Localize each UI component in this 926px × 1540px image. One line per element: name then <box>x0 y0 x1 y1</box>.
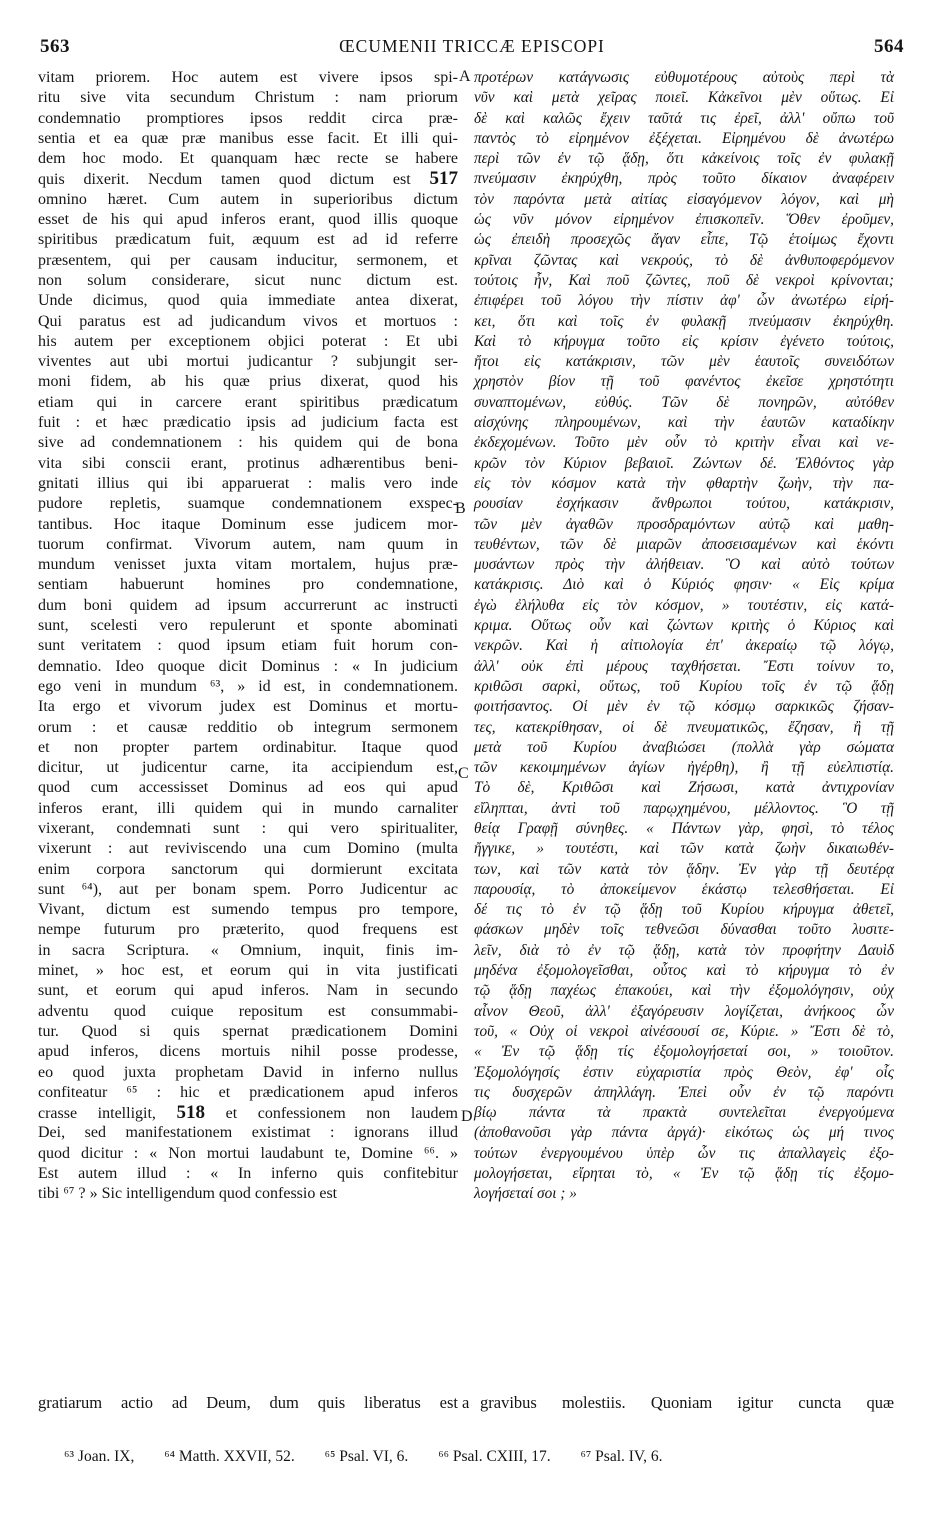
greek-column-line: κρῖναι ζῶντας καὶ νεκρούς, τὸ δὲ ἀνθυποφερόμενον <box>474 251 894 269</box>
greek-column-line: κριθῶσι σαρκὶ, οὕτως, τοῦ Κυρίου τοῖς ἐν τῷ ᾅδῃ <box>474 677 894 695</box>
greek-column-line: φάσκων μηδὲν τοῖς τεθνεῶσι δύνασθαι τοῦτο λυσιτε- <box>474 921 894 939</box>
latin-column-line: quod dicitur : « Non mortui laudabunt te, Domine ⁶⁶. » <box>38 1144 458 1162</box>
greek-column-line: ἐκδεχομένων. Τοῦτο μὲν οὖν τὸ κριτὴν εἶναι καὶ νε- <box>474 434 894 452</box>
footnote-67: ⁶⁷ Psal. IV, 6. <box>580 1448 663 1465</box>
latin-column-line: tur. Quod si quis spernat prædicationem Domini <box>38 1022 458 1040</box>
latin-column-line: ego veni in mundum ⁶³, » id est, in condemnationem. <box>38 677 458 695</box>
latin-column-line: nempe futurum pro præterito, quod frequens est <box>38 921 458 939</box>
latin-column-line: non solum considerare, sicut nunc dictum est. <box>38 271 458 289</box>
greek-column <box>474 68 894 1205</box>
greek-column-line: μετὰ τοῦ Κυρίου ἀναβιώσει (πολλὰ γὰρ σώματα <box>474 738 894 756</box>
page-marker-518: 518 <box>176 1102 205 1124</box>
greek-column-line: ἐγὼ ἐλήλυθα εἰς τὸν κόσμον, » τουτέστιν, εἰς κατά- <box>474 596 894 614</box>
latin-column-line: Est autem illud : « In inferno quis confitebitur <box>38 1165 458 1183</box>
latin-column-line: in sacra Scriptura. « Omnium, inquit, finis im- <box>38 941 458 959</box>
latin-column-line: tantibus. Hoc itaque Dominum esse judicem mor- <box>38 515 458 533</box>
latin-column-line: Vivant, dictum est sumendo tempus pro tempore, <box>38 901 458 919</box>
final-line-margin-letter: a <box>462 1393 470 1412</box>
latin-column-line: ritu sive vita secundum Christum : nam priorum <box>38 89 458 107</box>
greek-column-line: τες, κατεκρίθησαν, οἱ δὲ πνευματικῶς, ἔζησαν, ἢ τῇ <box>474 718 894 736</box>
greek-column-line: τις δυσχερῶν ἀπηλλάγη. Ἐπεὶ οὖν ἐν τῷ παρόντι <box>474 1083 894 1101</box>
latin-column-line: dum boni quidem ad ipsum accurrerunt ac instructi <box>38 596 458 614</box>
greek-column-line: Τὸ δὲ, Κριθῶσι καὶ Ζήσωσι, κατὰ ἀντιχρονίαν <box>474 779 894 797</box>
latin-column-line: sunt, et eorum qui apud inferos. Nam in secundo <box>38 982 458 1000</box>
footnote-64: ⁶⁴ Matth. XXVII, 52. <box>164 1448 295 1465</box>
greek-column-line: χρηστὸν βίον τῇ τοῦ φανέντος ἐκεῖσε χρηστότητι <box>474 373 894 391</box>
latin-column-line: adventu quod cuique repositum est consummabi- <box>38 1002 458 1020</box>
greek-column-line: νεκρῶν. Καὶ ἡ αἰτιολογία ἐπ' ἀκεραίῳ τῷ λόγῳ, <box>474 637 894 655</box>
greek-column-line: τοῦ, « Οὐχ οἱ νεκροὶ αἰνέσουσί σε, Κύριε. » Ἔστι δὲ τὸ, <box>474 1022 894 1040</box>
greek-column-line: κριμα. Οὕτως οὖν καὶ ζώντων κριτὴς ὁ Κύριος καὶ <box>474 617 894 635</box>
greek-column-line: βίῳ πάντα τὰ πρακτὰ συντελεῖται ἐνεργούμενα <box>474 1104 894 1122</box>
greek-column-line: μυσάντων πρὸς τὴν ἀλήθειαν. Ὃ καὶ αὐτὸ τούτων <box>474 556 894 574</box>
greek-column-line: μολογήσεται, εἴρηται τὸ, « Ἐν τῷ ᾅδῃ τίς ἐξομο- <box>474 1165 894 1183</box>
greek-column-line: λογήσεταί σοι ; » <box>474 1185 577 1203</box>
latin-column-line: minet, » hoc est, et eorum qui in vita justificati <box>38 962 458 980</box>
greek-column-line: νῦν καὶ μετὰ χεῖρας ποιεῖ. Κἀκεῖνοι μὲν οὕτως. Εἰ <box>474 89 894 107</box>
greek-column-line: τούτων ἐνεργουμένου ὑπὲρ ὧν τις ἀπαλλαγεὶς ἐξο- <box>474 1144 894 1162</box>
greek-column-line: συναπτομένων, εὐθύς. Τῶν δὲ πονηρῶν, αὐτόθεν <box>474 393 894 411</box>
latin-column-line: orum : et causæ redditio ob integrum sermonem <box>38 718 458 736</box>
greek-column-line: των, καὶ τῶν κατὰ τὸν ᾅδην. Ἐν γὰρ τῇ δευτέρᾳ <box>474 860 894 878</box>
latin-column-line: vixerunt : aut reviviscendo una cum Domino (multa <box>38 840 458 858</box>
footnotes <box>64 1448 864 1466</box>
latin-column-line: pudore repletis, suamque condemnationem exspec- <box>38 495 458 513</box>
greek-column-line: (ἀποθανοῦσι γὰρ πάντα ἀργά)· εἰκότως ὡς μή τινος <box>474 1124 894 1142</box>
latin-column-line: dicitur, ut judicentur carne, ita accipiendum est, <box>38 759 458 777</box>
latin-column-line: vixerant, condemnati sunt : qui vero spiritualiter, <box>38 819 458 837</box>
greek-column-line: ἐπιφέρει τοῦ λόγου τὴν πίστιν ἀφ' ὧν ἀνωτέρω εἰρή- <box>474 292 894 310</box>
greek-column-line: αἶνον Θεοῦ, ἀλλ' ἐξαγόρευσιν λογίζεται, ἀνήκοος ὧν <box>474 1002 894 1020</box>
latin-column-line: præsentem, qui per causam inducitur, sermonem, et <box>38 251 458 269</box>
greek-column-line: μηδένα ἐξομολογεῖσθαι, οὗτος καὶ τὸ κήρυγμα τὸ ἐν <box>474 962 894 980</box>
latin-column-line: dem hoc modo. Et quanquam hæc recte se habere <box>38 150 458 168</box>
latin-column-line: apud inferos, dicens mortuis nihil posse prodesse, <box>38 1043 458 1061</box>
greek-column-line: θείᾳ Γραφῇ σύνηθες. « Πάντων γὰρ, φησὶ, τὸ τέλος <box>474 819 894 837</box>
margin-letter-d: D <box>461 1108 473 1125</box>
page-number-left: 563 <box>40 36 70 57</box>
greek-column-line: τευθέντων, τῶν δὲ μιαρῶν ἀποσεισαμένων καὶ ἑκόντι <box>474 535 894 553</box>
greek-column-line: τῶν μὲν ἀγαθῶν προσδραμόντων αὐτῷ καὶ μαθη- <box>474 515 894 533</box>
margin-letter-b: B <box>455 500 466 517</box>
final-line-latin: gratiarum actio ad Deum, dum quis liberatus est <box>38 1393 458 1412</box>
greek-column-line: φοιτήσαντος. Οἱ μὲν ἐν τῷ κόσμῳ σαρκικῶς ζήσαν- <box>474 698 894 716</box>
greek-column-line: ἀλλ' οὐκ ἐπὶ μέρους ταχθήσεται. Ἔστι τοίνυν το, <box>474 657 894 675</box>
greek-column-line: κει, ὅτι καὶ τοῖς ἐν φυλακῇ πνεύμασιν ἐκηρύχθη. <box>474 312 894 330</box>
latin-column-line: omnino hæret. Cum autem in superioribus dictum <box>38 190 458 208</box>
greek-column-line: Ἐξομολόγησίς ἐστιν εὐχαριστία πρὸς Θεὸν, ἐφ' οἷς <box>474 1063 894 1081</box>
greek-column-line: δέ τις τὸ ἐν τῷ ᾅδῃ τοῦ Κυρίου κήρυγμα ἀθετεῖ, <box>474 901 894 919</box>
latin-column-line: fuit : et hæc prædicatio ipsis ad judicium facta est <box>38 414 458 432</box>
footnote-66: ⁶⁶ Psal. CXIII, 17. <box>438 1448 551 1465</box>
latin-column-line: demnatio. Ideo quoque dicit Dominus : « In judicium <box>38 657 458 675</box>
footnote-65: ⁶⁵ Psal. VI, 6. <box>324 1448 409 1465</box>
latin-column-line: sentia et ea quæ præ manibus esse facit. Et illi qui- <box>38 129 458 147</box>
running-title: ŒCUMENII TRICCÆ EPISCOPI <box>339 36 605 56</box>
greek-column-line: ἤτοι εἰς κατάκρισιν, τῶν μὲν ἑαυτοῖς συνειδότων <box>474 353 894 371</box>
latin-column-line: Unde dicimus, quod quia immediate antea dixerat, <box>38 292 458 310</box>
latin-column-line: sentiam habuerunt homines pro condemnatione, <box>38 576 458 594</box>
greek-column-line: τὸν παρόντα μετὰ αἰτίας εἰσαγόμενον λόγον, καὶ μὴ <box>474 190 894 208</box>
page-number-right: 564 <box>874 36 904 57</box>
latin-column-line: tibi ⁶⁷ ? » Sic intelligendum quod confessio est <box>38 1185 338 1203</box>
latin-column-line: condemnatio promptiores ipsos reddit circa præ- <box>38 109 458 127</box>
latin-column-line: sunt ⁶⁴), aut per bonam spem. Porro Judicentur ac <box>38 880 458 898</box>
latin-column-line: et non propter partem ordinabitur. Itaque quod <box>38 738 458 756</box>
latin-column-line: tuorum confirmat. Vivorum autem, nam quum in <box>38 535 458 553</box>
latin-column-line: sunt, scelesti vero repulerunt et sponte abominati <box>38 617 458 635</box>
greek-column-line: αἰσχύνης πληρουμένων, καὶ τὴν ἑαυτῶν καταδίκην <box>474 414 894 432</box>
greek-column-line: παντὸς τὸ εἰρημένον ἐξέχεται. Εἰρημένου δὲ ἀνωτέρω <box>474 129 894 147</box>
margin-letter-c: C <box>458 765 469 782</box>
greek-column-line: τῶν κεκοιμημένων ἁγίων ἠγέρθη), ἢ τῇ εὐελπιστίᾳ. <box>474 759 894 777</box>
latin-column-line: eo quod juxta prophetam David in inferno nullus <box>38 1063 458 1081</box>
latin-column-line: inferos erant, illi quidem qui in mundo carnaliter <box>38 799 458 817</box>
greek-column-line: εἰς τὸν κόσμον κατὰ τὴν φθαρτὴν ζωὴν, τὴν πα- <box>474 474 894 492</box>
greek-column-line: ὡς ἐπειδὴ προσεχῶς ἄγαν εἶπε, Τῷ ἑτοίμως ἔχοντι <box>474 231 894 249</box>
latin-column-line: vita sibi conscii erant, protinus adhærentibus beni- <box>38 454 458 472</box>
greek-column-line: περὶ τῶν ἐν τῷ ᾅδῃ, ὅτι κἀκείνοις τοῖς ἐν φυλακῇ <box>474 150 894 168</box>
latin-column-line: viventes aut ubi mortui judicantur ? subjungit ser- <box>38 353 458 371</box>
latin-column-line: confiteatur ⁶⁵ : hic et prædicationem apud inferos <box>38 1083 458 1101</box>
latin-column-line: Qui paratus est ad judicandum vivos et mortuos : <box>38 312 458 330</box>
page-marker-517: 517 <box>429 168 458 190</box>
latin-column-line: enim corpora sanctorum qui dormierunt excitata <box>38 860 458 878</box>
latin-column-line: gnitati illius qui ibi apparuerat : malis vero inde <box>38 474 458 492</box>
latin-column-line: vitam priorem. Hoc autem est vivere ipsos spi- <box>38 69 458 86</box>
page-header <box>40 36 904 60</box>
greek-column-line: « Ἐν τῷ ᾅδῃ τίς ἐξομολογήσεταί σοι, » τοιοῦτον. <box>474 1043 894 1061</box>
greek-column-line: Καὶ τὸ κήρυγμα τοῦτο εἰς κρίσιν ἐγένετο τούτοις, <box>474 332 894 350</box>
greek-column-line: δὲ καὶ καλῶς ἔχειν ταῦτά τις ἐρεῖ, ἀλλ' οὔπω τοῦ <box>474 109 894 127</box>
greek-column-line: κατάκρισις. Διὸ καὶ ὁ Κύριός φησιν· « Εἰς κρίμα <box>474 576 894 594</box>
greek-column-line: εἴληπται, ἀντὶ τοῦ παρῳχημένου, μέλλοντος. Ὃ τῇ <box>474 799 894 817</box>
latin-column-line: quis dixerit. Necdum tamen quod dictum est 517 <box>38 168 458 190</box>
latin-column <box>38 68 458 1205</box>
latin-column-line: etiam qui in carcere erant spiritibus prædicatum <box>38 393 458 411</box>
margin-letter-a: A <box>459 68 471 85</box>
final-line-latin-continuation: gravibus molestiis. Quoniam igitur cuncta quæ <box>480 1393 894 1412</box>
greek-column-line: παρουσίᾳ, τὸ ἀποκείμενον ἑκάστῳ τελεσθήσεται. Εἰ <box>474 880 894 898</box>
latin-column-line: sunt veritatem : quod ipsum etiam fuit horum con- <box>38 637 458 655</box>
greek-column-line: ἤγγικε, » τουτέστι, καὶ τῶν κατὰ ζωὴν δικαιωθέν- <box>474 840 894 858</box>
latin-column-line: Ita ergo et vivorum judex est Dominus et mortu- <box>38 698 458 716</box>
latin-column-line: moni fidem, ab his quæ prius dixerat, quod his <box>38 373 458 391</box>
greek-column-line: ρουσίαν ἐσχήκασιν ἄνθρωποι τούτου, κατάκρισιν, <box>474 495 894 513</box>
greek-column-line: τῷ ᾅδῃ παχέως ἐπακούει, καὶ τὴν ἐξομολόγησιν, οὐχ <box>474 982 894 1000</box>
latin-column-line: sive ad condemnationem : his quidem qui de bona <box>38 434 458 452</box>
greek-column-line: ὡς νῦν μόνον εἰρημένον ἐπισκοπεῖν. Ὅθεν ἐροῦμεν, <box>474 211 894 229</box>
greek-column-line: κρῶν τὸν Κύριον βεβαιοῖ. Ζώντων δέ. Ἐλθόντος γὰρ <box>474 454 894 472</box>
latin-column-line: spiritibus prædicatum fuit, æquum est ad id referre <box>38 231 458 249</box>
latin-column-line: esset de his qui apud inferos erant, quod illis quoque <box>38 211 458 229</box>
greek-column-line: τούτοις ἦν, Καὶ ποῦ ζῶντες, ποῦ δὲ νεκροὶ κρίνονται; <box>474 271 894 289</box>
latin-column-line: mundum venisset juxta vitam mortalem, hujus præ- <box>38 556 458 574</box>
footnote-63: ⁶³ Joan. IX, <box>64 1448 135 1465</box>
latin-column-line: Dei, sed manifestationem existimat : ignorans illud <box>38 1124 458 1142</box>
greek-column-line: πνεύμασιν ἐκηρύχθη, πρὸς τοῦτο δίκαιον ἀναφέρειν <box>474 170 894 188</box>
greek-column-line: λεῖν, διὰ τὸ ἐν τῷ ᾅδῃ, κατὰ τὸν προφήτην Δαυὶδ <box>474 941 894 959</box>
final-line <box>38 1392 894 1414</box>
latin-column-line: his autem per exceptionem objici poterat : Et ubi <box>38 332 458 350</box>
greek-column-line: προτέρων κατάγνωσις εὐθυμοτέρους αὐτοὺς περὶ τὰ <box>474 69 894 86</box>
latin-column-line: quod cum accessisset Dominus ad eos qui apud <box>38 779 458 797</box>
latin-column-line: crasse intelligit, 518 et confessionem non laudem <box>38 1102 458 1124</box>
